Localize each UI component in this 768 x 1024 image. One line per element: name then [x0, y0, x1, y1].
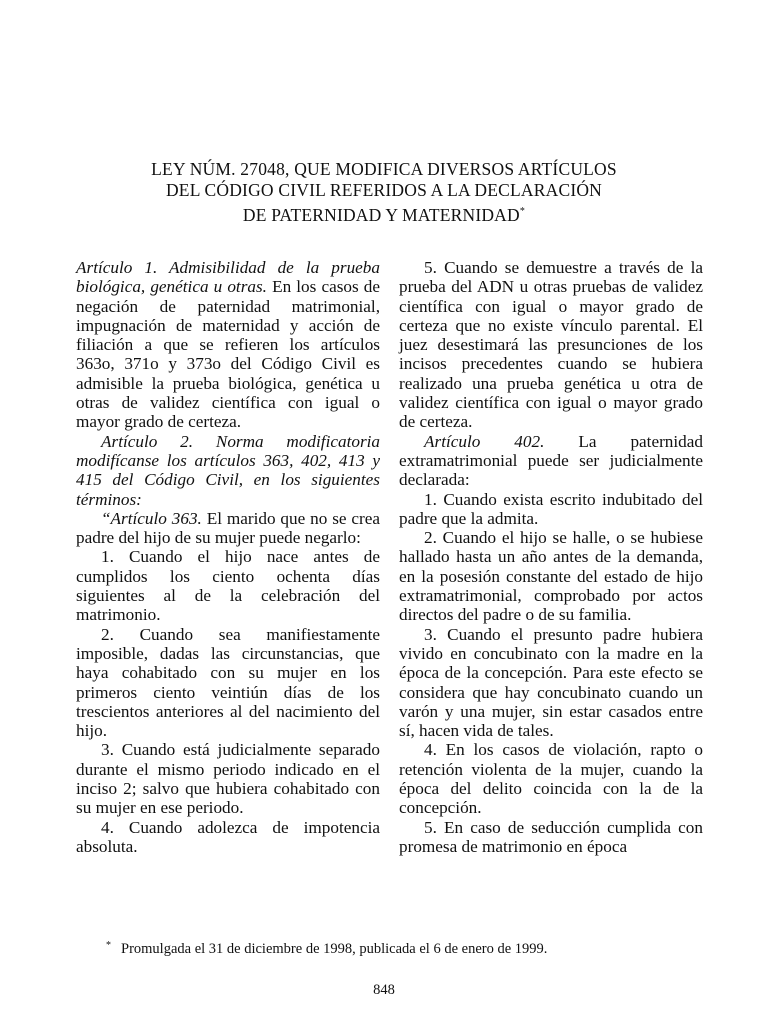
article-402-item-1: 1. Cuando exista escrito indubitado del padre que la admita. [399, 489, 703, 528]
article-363-text: El marido que no se crea padre del hijo de su mujer puede negarlo: [76, 508, 380, 548]
footnote-text: Promulgada el 31 de diciembre de 1998, publicada el 6 de enero de 1999. [121, 941, 548, 957]
article-402-item-4: 4. En los casos de violación, rapto o retención violenta de la mujer, cuando la época del delito coincida con la de la concepción. [399, 740, 703, 818]
article-402-item-3: 3. Cuando el presunto padre hubiera vivido en concubinato con la madre en la época de la concepción. Para este efecto se considera que hay concubinato cuando un varón y una mujer, sin estar casados entre sí, hacen vida de tales. [399, 624, 703, 741]
title-line-2: DEL CÓDIGO CIVIL REFERIDOS A LA DECLARACIÓN [165, 180, 603, 200]
title-line-3 [60, 201, 708, 226]
page-number: 848 [373, 982, 395, 998]
article-1 [76, 258, 380, 432]
article-402-item-5: 5. En caso de seducción cumplida con promesa de matrimonio en época [399, 817, 703, 856]
article-363-item-2: 2. Cuando sea manifiestamente imposible, dadas las circunstancias, que haya cohabitado con su mujer en los primeros ciento veintiún días de los trescientos anteriores al del nacimiento del hijo. [76, 624, 380, 741]
article-2 [76, 432, 380, 509]
article-402-heading: Artículo 402. [424, 431, 545, 451]
left-column [76, 258, 380, 856]
document-title [60, 159, 708, 226]
title-line-1: LEY NÚM. 27048, QUE MODIFICA DIVERSOS ARTÍCULOS [151, 159, 617, 179]
footnote [106, 940, 726, 960]
article-363-item-1: 1. Cuando el hijo nace antes de cumplidos los ciento ochenta días siguientes al de la celebración del matrimonio. [76, 547, 380, 625]
article-1-text: En los casos de negación de paternidad matrimonial, impugnación de maternidad y acción de filiación a que se refieren los artículos 363o, 371o y 373o del Código Civil es admisible la prueba biológica, genética u otras de validez científica con igual o mayor grado de certeza. [76, 277, 380, 432]
title-line-3-text: DE PATERNIDAD Y MATERNIDAD [242, 204, 520, 225]
article-363-item-5: 5. Cuando se demuestre a través de la prueba del ADN u otras pruebas de validez científica con igual o mayor grado de certeza que no existe vínculo parental. El juez desestimará las presunciones de los incisos precedentes cuando se hubiera realizado una prueba genética u otra de validez científica con igual o mayor grado de certeza. [399, 258, 703, 432]
footnote-marker: * [106, 940, 111, 951]
right-column [399, 258, 703, 856]
article-2-heading: Artículo 2. Norma modificatoria modifícanse los artículos 363, 402, 413 y 415 del Código Civil, en los siguientes términos: [76, 431, 380, 509]
title-footnote-marker[interactable]: * [519, 206, 526, 217]
article-1-heading: Artículo 1. Admisibilidad de la prueba biológica, genética u otras. [76, 258, 380, 297]
article-363-heading: “Artículo 363. [101, 508, 202, 528]
article-363 [76, 509, 380, 548]
article-363-item-3: 3. Cuando está judicialmente separado durante el mismo periodo indicado en el inciso 2; salvo que hubiera cohabitado con su mujer en ese periodo. [76, 740, 380, 818]
article-402 [399, 432, 703, 490]
article-402-item-2: 2. Cuando el hijo se halle, o se hubiese hallado hasta un año antes de la demanda, en la posesión constante del estado de hijo extramatrimonial, comprobado por actos directos del padre o de su familia. [399, 528, 703, 625]
article-363-item-4: 4. Cuando adolezca de impotencia absoluta. [76, 817, 380, 856]
article-402-text: La paternidad extramatrimonial puede ser judicialmente declarada: [399, 431, 703, 490]
